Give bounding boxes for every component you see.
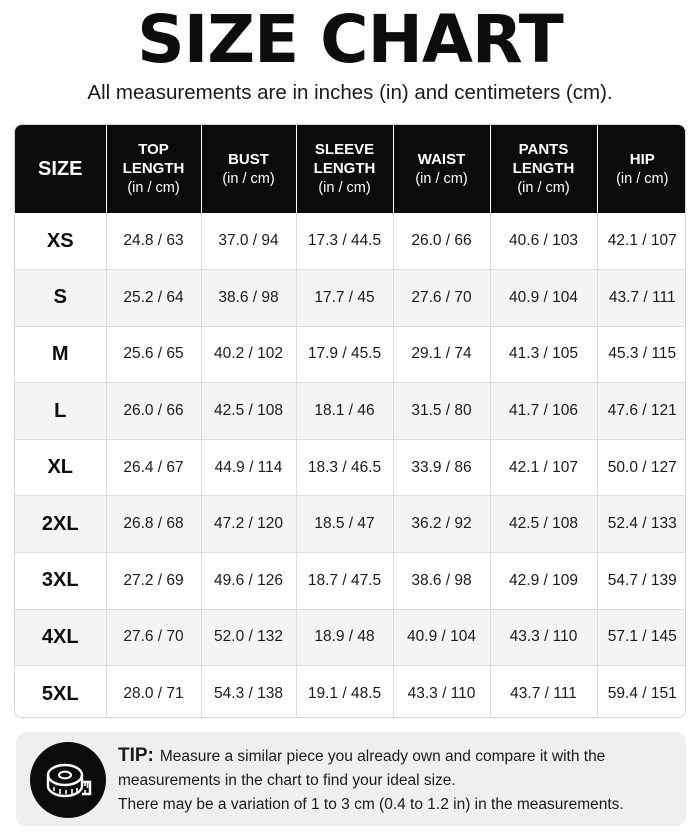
measurement-cell: 54.3 / 138 <box>201 666 296 718</box>
column-header-title: HIP <box>629 150 655 168</box>
measurement-cell: 27.2 / 69 <box>106 553 201 610</box>
column-header-title: PANTS <box>518 141 569 158</box>
size-label-cell: 5XL <box>15 666 106 718</box>
column-header <box>393 125 490 213</box>
size-label-cell: 3XL <box>15 553 106 610</box>
column-header-unit: (in / cm) <box>616 170 669 187</box>
measurement-cell: 18.5 / 47 <box>296 496 393 553</box>
measurement-cell: 37.0 / 94 <box>201 213 296 270</box>
size-label-cell: 4XL <box>15 609 106 666</box>
measurement-cell: 47.6 / 121 <box>597 383 686 440</box>
measurement-cell: 59.4 / 151 <box>607 685 677 703</box>
measurement-cell: 52.4 / 133 <box>597 496 686 553</box>
measurement-cell: 31.5 / 80 <box>393 383 490 440</box>
table-row <box>15 553 686 610</box>
measurement-cell: 38.6 / 98 <box>201 270 296 327</box>
measurement-cell: 17.7 / 45 <box>296 270 393 327</box>
tip-line-1-text: Measure a similar piece you already own and compare it with the <box>159 748 606 765</box>
measurement-cell: 42.1 / 107 <box>490 439 597 496</box>
measurement-cell: 43.3 / 110 <box>393 666 490 718</box>
measurement-cell: 19.1 / 48.5 <box>296 666 393 718</box>
size-chart-table <box>15 125 686 718</box>
measurement-cell: 17.3 / 44.5 <box>296 213 393 270</box>
measurement-cell: 40.9 / 104 <box>393 609 490 666</box>
measurement-cell: 18.9 / 48 <box>296 609 393 666</box>
size-label-cell: 2XL <box>15 496 106 553</box>
measurement-cell: 50.0 / 127 <box>597 439 686 496</box>
tip-label: TIP: <box>118 745 154 766</box>
column-header-unit: (in / cm) <box>415 170 468 187</box>
measuring-tape-icon <box>30 742 106 818</box>
measurement-cell: 36.2 / 92 <box>393 496 490 553</box>
column-header-title-line2: LENGTH <box>512 160 575 177</box>
measurement-cell: 38.6 / 98 <box>393 553 490 610</box>
measurement-cell: 18.7 / 47.5 <box>296 553 393 610</box>
table-row <box>15 609 686 666</box>
measurement-cell: 26.8 / 68 <box>106 496 201 553</box>
column-header-unit: (in / cm) <box>318 180 371 196</box>
size-label-cell: S <box>15 270 106 327</box>
measurement-cell: 42.9 / 109 <box>490 553 597 610</box>
table-row <box>15 496 686 553</box>
column-header-unit: (in / cm) <box>517 180 570 196</box>
measurement-cell: 26.4 / 67 <box>106 439 201 496</box>
header-row <box>15 125 686 213</box>
table-row <box>15 213 686 270</box>
measurement-cell: 18.3 / 46.5 <box>296 439 393 496</box>
column-header-size: SIZE <box>15 125 106 213</box>
measurement-cell: 28.0 / 71 <box>106 666 201 718</box>
table-row <box>15 270 686 327</box>
size-chart-table-container <box>14 124 686 718</box>
table-body <box>15 213 686 718</box>
table-row <box>15 666 686 718</box>
table-row <box>15 326 686 383</box>
measurement-cell: 54.7 / 139 <box>597 553 686 610</box>
measurement-cell: 41.3 / 105 <box>490 326 597 383</box>
measurement-cell: 43.7 / 111 <box>597 270 686 327</box>
measurement-cell: 42.5 / 108 <box>490 496 597 553</box>
measurement-cell: 27.6 / 70 <box>393 270 490 327</box>
size-label-cell: M <box>15 326 106 383</box>
measurement-cell: 40.6 / 103 <box>490 213 597 270</box>
measurement-cell: 40.2 / 102 <box>201 326 296 383</box>
measurement-cell: 17.9 / 45.5 <box>296 326 393 383</box>
tip-line-3: There may be a variation of 1 to 3 cm (0.4 to 1.2 in) in the measurements. <box>118 796 624 813</box>
measurement-cell: 29.1 / 74 <box>393 326 490 383</box>
table-row <box>15 383 686 440</box>
column-header <box>201 125 296 213</box>
measurement-cell: 42.1 / 107 <box>597 213 686 270</box>
measurement-cell: 26.0 / 66 <box>106 383 201 440</box>
measurement-cell: 49.6 / 126 <box>201 553 296 610</box>
column-header-title: BUST <box>228 150 269 168</box>
column-header <box>490 125 597 213</box>
measurement-cell: 43.7 / 111 <box>490 666 597 718</box>
size-label-cell: L <box>15 383 106 440</box>
tip-box <box>16 732 686 826</box>
measurement-cell: 25.2 / 64 <box>106 270 201 327</box>
measurement-cell: 33.9 / 86 <box>393 439 490 496</box>
column-header-unit: (in / cm) <box>127 180 180 196</box>
measurement-cell: 44.9 / 114 <box>201 439 296 496</box>
measurement-cell: 45.3 / 115 <box>597 326 686 383</box>
measurement-cell: 41.7 / 106 <box>490 383 597 440</box>
size-label-cell: XL <box>15 439 106 496</box>
column-header <box>106 125 201 213</box>
page-title: SIZE CHART <box>137 1 563 78</box>
measurement-cell: 26.0 / 66 <box>393 213 490 270</box>
table-row <box>15 439 686 496</box>
column-header-unit: (in / cm) <box>222 170 275 187</box>
measurement-cell: 24.8 / 63 <box>106 213 201 270</box>
tip-line-1 <box>118 744 678 769</box>
column-header <box>296 125 393 213</box>
measurement-cell: 43.3 / 110 <box>490 609 597 666</box>
column-header-title-line2: LENGTH <box>122 160 185 177</box>
measurement-cell: 57.1 / 145 <box>597 609 686 666</box>
table-header <box>15 125 686 213</box>
measurement-cell: 27.6 / 70 <box>106 609 201 666</box>
column-header-title: SLEEVE <box>314 141 375 158</box>
page-subtitle: All measurements are in inches (in) and centimeters (cm). <box>87 81 613 104</box>
column-header-title: WAIST <box>417 150 466 168</box>
measurement-cell: 18.1 / 46 <box>296 383 393 440</box>
size-label-cell: XS <box>15 213 106 270</box>
measurement-cell: 52.0 / 132 <box>201 609 296 666</box>
tip-text <box>118 744 678 817</box>
tip-line-2: measurements in the chart to find your ideal size. <box>118 772 456 789</box>
measurement-cell: 25.6 / 65 <box>106 326 201 383</box>
column-header <box>597 125 686 213</box>
column-header-title: TOP <box>138 141 169 158</box>
measurement-cell: 47.2 / 120 <box>201 496 296 553</box>
measurement-cell: 40.9 / 104 <box>490 270 597 327</box>
column-header-title-line2: LENGTH <box>313 160 376 177</box>
measurement-cell: 42.5 / 108 <box>201 383 296 440</box>
